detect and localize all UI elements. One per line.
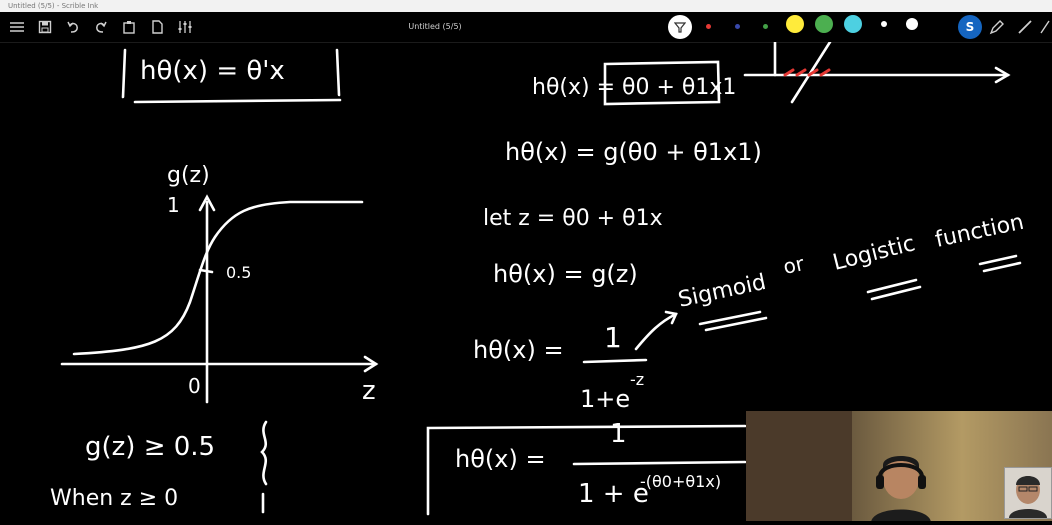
- pip-person-avatar: [1005, 468, 1051, 518]
- stroke-sigmoid-underline: [700, 312, 766, 330]
- stroke-bar-right: [337, 50, 339, 95]
- redo-icon[interactable]: [90, 16, 112, 38]
- graph-origin: 0: [188, 374, 201, 398]
- or-label: or: [781, 251, 807, 279]
- graph-ylabel: g(z): [167, 163, 210, 188]
- sigmoid-curve: [74, 202, 362, 354]
- more-icon[interactable]: [1038, 16, 1052, 38]
- window-title: Untitled (5/5) - Scrible Ink: [8, 2, 99, 10]
- boxed-lhs: hθ(x) =: [455, 445, 546, 473]
- condition-gz: g(z) ≥ 0.5: [85, 432, 216, 462]
- fraction-denominator-exp: -z: [630, 370, 645, 389]
- h-gz: hθ(x) = g(z): [493, 260, 638, 288]
- avatar-label: S: [965, 20, 975, 34]
- color-white-small-swatch[interactable]: [881, 21, 887, 27]
- h-label: hθ(x) =: [473, 336, 564, 364]
- line-icon[interactable]: [1014, 16, 1036, 38]
- stroke-bar-left: [123, 50, 125, 97]
- menu-icon[interactable]: [6, 16, 28, 38]
- color-green-swatch[interactable]: [763, 24, 768, 29]
- graph-xlabel: z: [362, 376, 376, 406]
- pip-webcam: [1004, 467, 1052, 519]
- stroke-function-underline: [980, 256, 1020, 271]
- presenter-avatar: [866, 453, 936, 521]
- color-white-large-swatch[interactable]: [906, 18, 918, 30]
- boxed-denominator-base: 1 + e: [578, 479, 649, 509]
- color-red-swatch[interactable]: [706, 24, 711, 29]
- toolbar: [0, 12, 1052, 43]
- save-icon[interactable]: [34, 16, 56, 38]
- stroke-logistic-underline: [868, 280, 920, 299]
- function-label: function: [933, 209, 1027, 253]
- boxed-denominator-exp: -(θ0+θ1x): [640, 472, 722, 491]
- fraction-denominator-base: 1+e: [580, 385, 631, 413]
- settings-sliders-icon[interactable]: [174, 16, 196, 38]
- color-cyan-swatch[interactable]: [844, 15, 862, 33]
- fraction-bar: [584, 360, 646, 362]
- stroke-underline: [135, 100, 340, 102]
- window-title-bar: [0, 0, 1052, 12]
- pen-icon[interactable]: [986, 16, 1008, 38]
- logistic-label: Logistic: [830, 231, 918, 276]
- graph-half: 0.5: [226, 263, 252, 282]
- user-avatar[interactable]: [958, 15, 982, 39]
- new-page-icon[interactable]: [146, 16, 168, 38]
- color-yellow-swatch[interactable]: [786, 15, 804, 33]
- undo-icon[interactable]: [62, 16, 84, 38]
- hypothesis-top: hθ(x) = θ0 + θ1x1: [532, 75, 737, 100]
- color-lightgreen-swatch[interactable]: [815, 15, 833, 33]
- sigmoid-label: Sigmoid: [676, 269, 769, 313]
- stroke-half-tick: [200, 270, 212, 272]
- condition-when: When z ≥ 0: [50, 486, 179, 511]
- stroke-sigmoid-arrow: [636, 314, 676, 349]
- hypothesis-linear: hθ(x) = θ'x: [140, 56, 285, 86]
- let-z: let z = θ0 + θ1x: [483, 206, 663, 231]
- graph-y1: 1: [167, 193, 180, 217]
- hypothesis-g: hθ(x) = g(θ0 + θ1x1): [505, 138, 762, 166]
- stroke-brace: [262, 422, 266, 484]
- color-blue-swatch[interactable]: [735, 24, 740, 29]
- document-title: Untitled (5/5): [408, 22, 462, 31]
- fraction-numerator: 1: [604, 321, 622, 354]
- paste-icon[interactable]: [118, 16, 140, 38]
- filter-funnel-icon[interactable]: [668, 15, 692, 39]
- boxed-numerator: 1: [610, 419, 627, 449]
- boxed-fraction-bar: [574, 462, 745, 464]
